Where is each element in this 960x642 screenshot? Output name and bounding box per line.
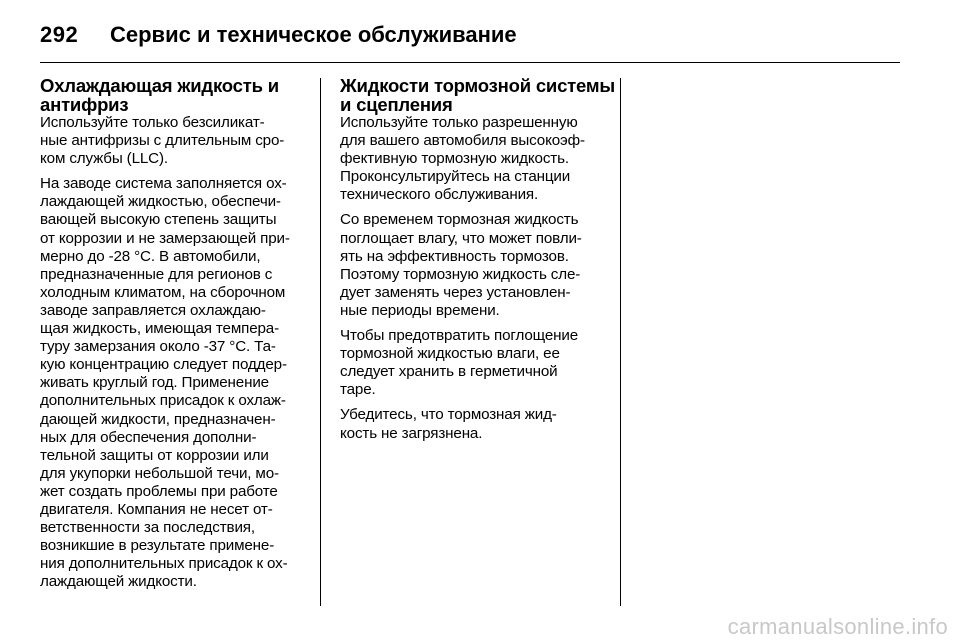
text-line: тельной защиты от коррозии или — [40, 446, 269, 464]
text-line: двигателя. Компания не несет от- — [40, 500, 273, 518]
brake-fluid-paragraph-1 — [340, 114, 608, 204]
text-line: живать круглый год. Применение — [40, 374, 269, 392]
coolant-section — [40, 76, 308, 598]
heading-line: антифриз — [40, 94, 129, 115]
text-line: ветственности за последствия, — [40, 519, 255, 537]
text-line: Убедитесь, что тормозная жид- — [340, 406, 557, 424]
page-title: Сервис и техническое обслуживание — [110, 22, 517, 47]
text-line: Со временем тормозная жидкость — [340, 211, 579, 229]
text-line: фективную тормозную жидкость. — [340, 150, 569, 168]
text-line: для укупорки небольшой течи, мо- — [40, 464, 279, 482]
coolant-paragraph-1 — [40, 114, 308, 168]
text-line: поглощает влагу, что может повли- — [340, 229, 582, 247]
brake-fluid-paragraph-4 — [340, 406, 608, 442]
column-divider-left — [320, 78, 321, 606]
text-line: таре. — [340, 381, 376, 399]
text-line: Чтобы предотвратить поглощение — [340, 327, 579, 345]
heading-line: Охлаждающая жидкость и — [40, 75, 279, 96]
text-line: дует заменять через установлен- — [340, 283, 571, 301]
text-line: туру замерзания около -37 °C. Та- — [40, 338, 276, 356]
text-line: Используйте только разрешенную — [340, 114, 578, 131]
text-line: Поэтому тормозную жидкость сле- — [340, 265, 581, 283]
text-line: кую концентрацию следует поддер- — [40, 356, 287, 374]
brake-fluid-section — [340, 75, 615, 450]
text-line: ные антифризы с длительным сро- — [40, 132, 285, 150]
text-line: ком службы (LLC). — [40, 150, 168, 168]
text-line: кость не загрязнена. — [340, 424, 483, 442]
text-line: ять на эффективность тормозов. — [340, 247, 569, 265]
text-line: технического обслуживания. — [340, 186, 539, 204]
text-line: Проконсультируйтесь на станции — [340, 168, 571, 186]
text-line: вающей высокую степень защиты — [40, 211, 277, 229]
text-line: дополнительных присадок к охлаж- — [40, 392, 286, 410]
coolant-heading — [40, 76, 308, 114]
text-line: жет создать проблемы при работе — [40, 482, 278, 500]
text-line: лаждающей жидкостью, обеспечи- — [40, 193, 281, 211]
text-line: На заводе система заполняется ох- — [40, 175, 287, 193]
brake-fluid-paragraph-3 — [340, 327, 608, 399]
coolant-paragraph-2 — [40, 175, 308, 591]
text-line: следует хранить в герметичной — [340, 363, 558, 381]
text-line: от коррозии и не замерзающей при- — [40, 229, 290, 247]
heading-line: Жидкости тормозной системы — [340, 75, 615, 96]
text-line: мерно до -28 °C. В автомобили, — [40, 247, 261, 265]
text-line: ные периоды времени. — [340, 301, 500, 319]
text-line: лаждающей жидкости. — [40, 573, 197, 591]
text-line: ния дополнительных присадок к ох- — [40, 555, 288, 573]
header-divider — [40, 62, 900, 63]
text-line: возникшие в результате примене- — [40, 537, 275, 555]
column-divider-right — [620, 78, 621, 606]
watermark: carmanualsonline.info — [727, 614, 948, 639]
heading-line: и сцепления — [340, 94, 453, 115]
brake-fluid-paragraph-2 — [340, 211, 608, 320]
text-line: Используйте только безсиликат- — [40, 114, 265, 131]
text-line: холодным климатом, на сборочном — [40, 283, 286, 301]
text-line: предназначенные для регионов с — [40, 265, 273, 283]
page-number: 292 — [40, 22, 79, 47]
text-line: ных для обеспечения дополни- — [40, 428, 257, 446]
text-line: щая жидкость, имеющая темпера- — [40, 320, 279, 338]
brake-fluid-heading — [340, 75, 615, 115]
text-line: заводе заправляется охлаждаю- — [40, 301, 266, 319]
text-line: тормозной жидкостью влаги, ее — [340, 345, 560, 363]
text-line: дающей жидкости, предназначен- — [40, 410, 276, 428]
text-line: для вашего автомобиля высокоэф- — [340, 132, 585, 150]
